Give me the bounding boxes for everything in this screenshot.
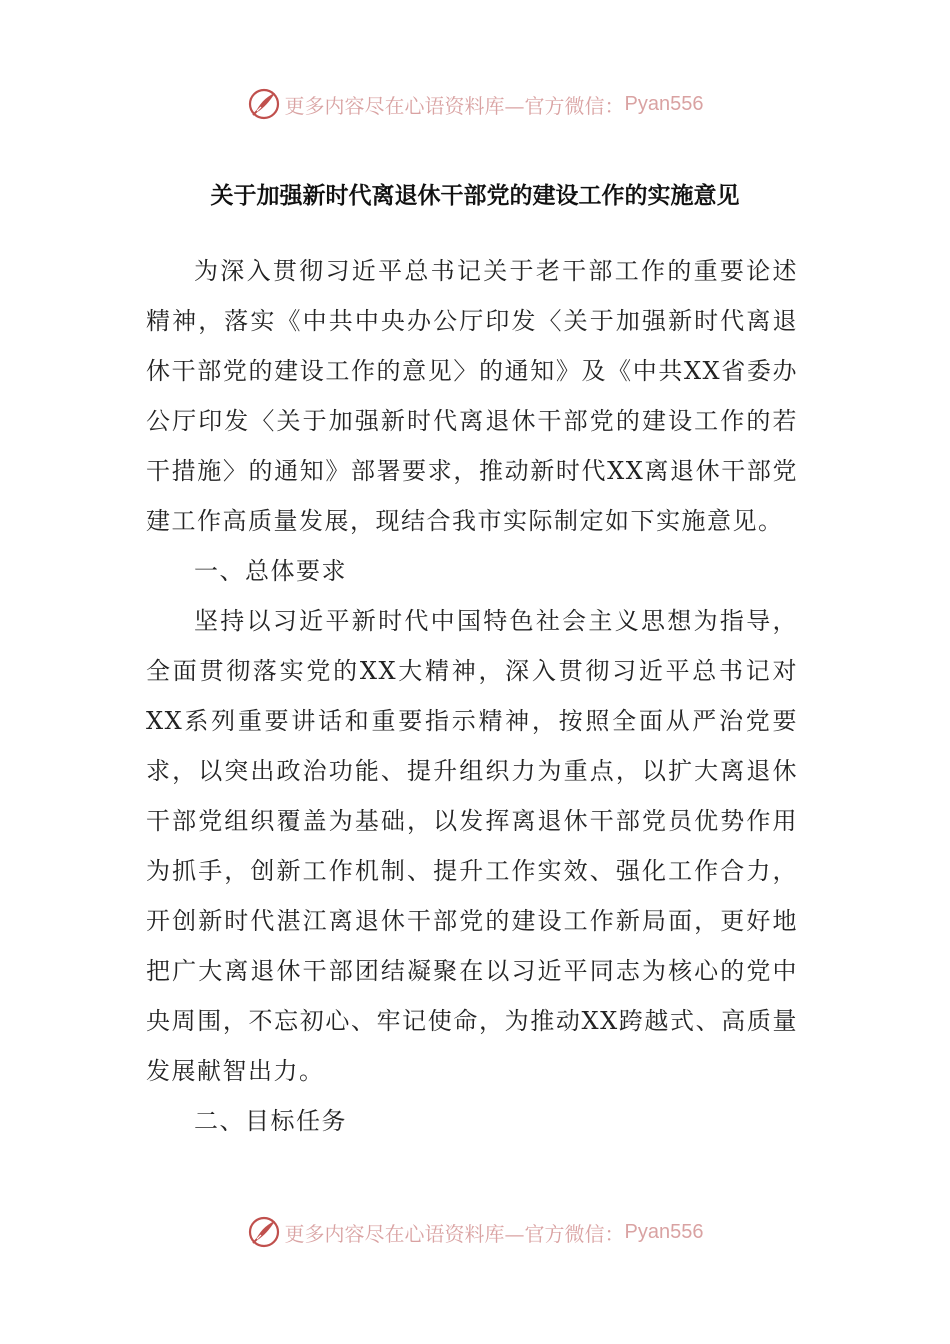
header-watermark bbox=[0, 84, 950, 124]
footer-watermark bbox=[0, 1212, 950, 1252]
quill-logo-icon bbox=[247, 1215, 281, 1249]
intro-paragraph: 为深入贯彻习近平总书记关于老干部工作的重要论述精神，落实《中共中央办公厅印发〈关于加强新时代离退休干部党的建设工作的意见〉的通知》及《中共XX省委办公厅印发〈关于加强新时代离退休干部党的建设工作的若干措施〉的通知》部署要求，推动新时代XX离退休干部党建工作高质量发展，现结合我市实际制定如下实施意见。 bbox=[146, 257, 798, 535]
watermark-text: 更多内容尽在心语资料库—官方微信： bbox=[284, 93, 625, 118]
section-1-paragraph: 坚持以习近平新时代中国特色社会主义思想为指导，全面贯彻落实党的XX大精神，深入贯彻习近平总书记对XX系列重要讲话和重要指示精神，按照全面从严治党要求，以突出政治功能、提升组织力为重点，以扩大离退休干部党组织覆盖为基础，以发挥离退休干部党员优势作用为抓手，创新工作机制、提升工作实效、强化工作合力，开创新时代湛江离退休干部党的建设工作新局面，更好地把广大离退休干部团结凝聚在以习近平同志为核心的党中央周围，不忘初心、牢记使命，为推动XX跨越式、高质量发展献智出力。 bbox=[146, 607, 798, 1085]
quill-logo-icon bbox=[247, 87, 281, 121]
document-body bbox=[146, 246, 798, 1146]
section-heading-1: 一、总体要求 bbox=[194, 557, 347, 585]
watermark-wechat-id: Pyan556 bbox=[624, 1220, 704, 1243]
section-heading-2: 二、目标任务 bbox=[194, 1107, 347, 1135]
watermark-wechat-id: Pyan556 bbox=[624, 92, 704, 115]
document-title: 关于加强新时代离退休干部党的建设工作的实施意见 bbox=[210, 182, 740, 209]
watermark-text: 更多内容尽在心语资料库—官方微信： bbox=[284, 1221, 625, 1246]
